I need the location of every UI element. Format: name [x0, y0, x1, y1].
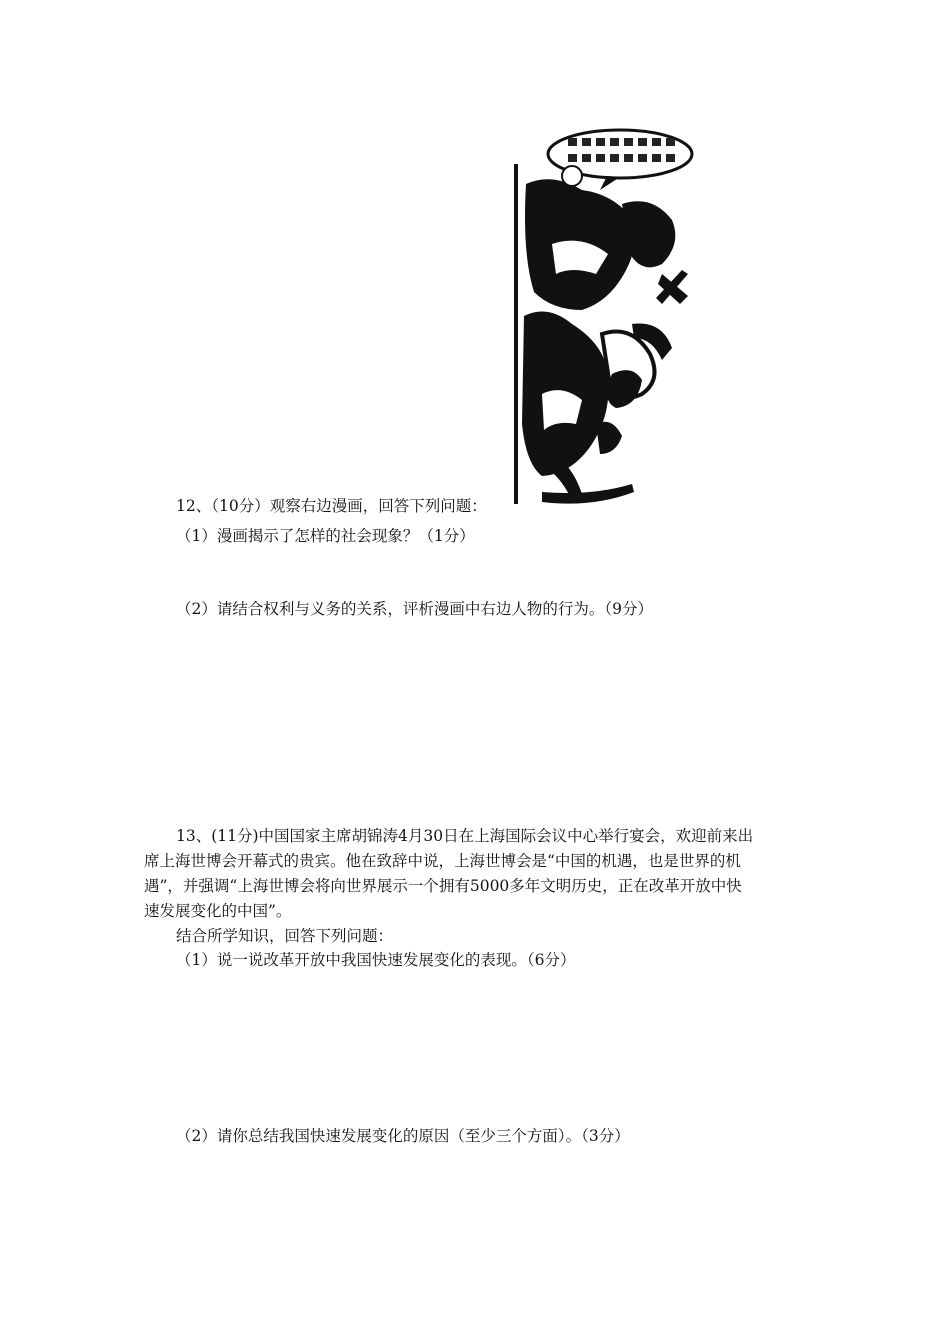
question-13-part-2: （2）请你总结我国快速发展变化的原因（至少三个方面）。（3分）	[176, 1127, 630, 1145]
question-13-stem-line-3: 遇”，并强调“上海世博会将向世界展示一个拥有5000多年文明历史，正在改革开放中快	[144, 877, 742, 895]
question-12-part-1: （1）漫画揭示了怎样的社会现象？（1分）	[176, 527, 475, 545]
question-12-part-2: （2）请结合权利与义务的关系，评析漫画中右边人物的行为。（9分）	[176, 600, 653, 618]
question-12-stem: 12、（10分）观察右边漫画，回答下列问题：	[176, 497, 487, 515]
question-13-lead: 结合所学知识，回答下列问题：	[176, 927, 394, 945]
cartoon-illustration	[512, 124, 712, 516]
question-13-part-1: （1）说一说改革开放中我国快速发展变化的表现。（6分）	[176, 951, 576, 969]
question-13-stem-line-2: 席上海世博会开幕式的贵宾。他在致辞中说，上海世博会是“中国的机遇，也是世界的机	[144, 852, 741, 870]
question-13-stem-line-1: 13、(11分)中国国家主席胡锦涛4月30日在上海国际会议中心举行宴会，欢迎前来出	[176, 827, 754, 845]
question-13-stem-line-4: 速发展变化的中国”。	[144, 902, 292, 920]
